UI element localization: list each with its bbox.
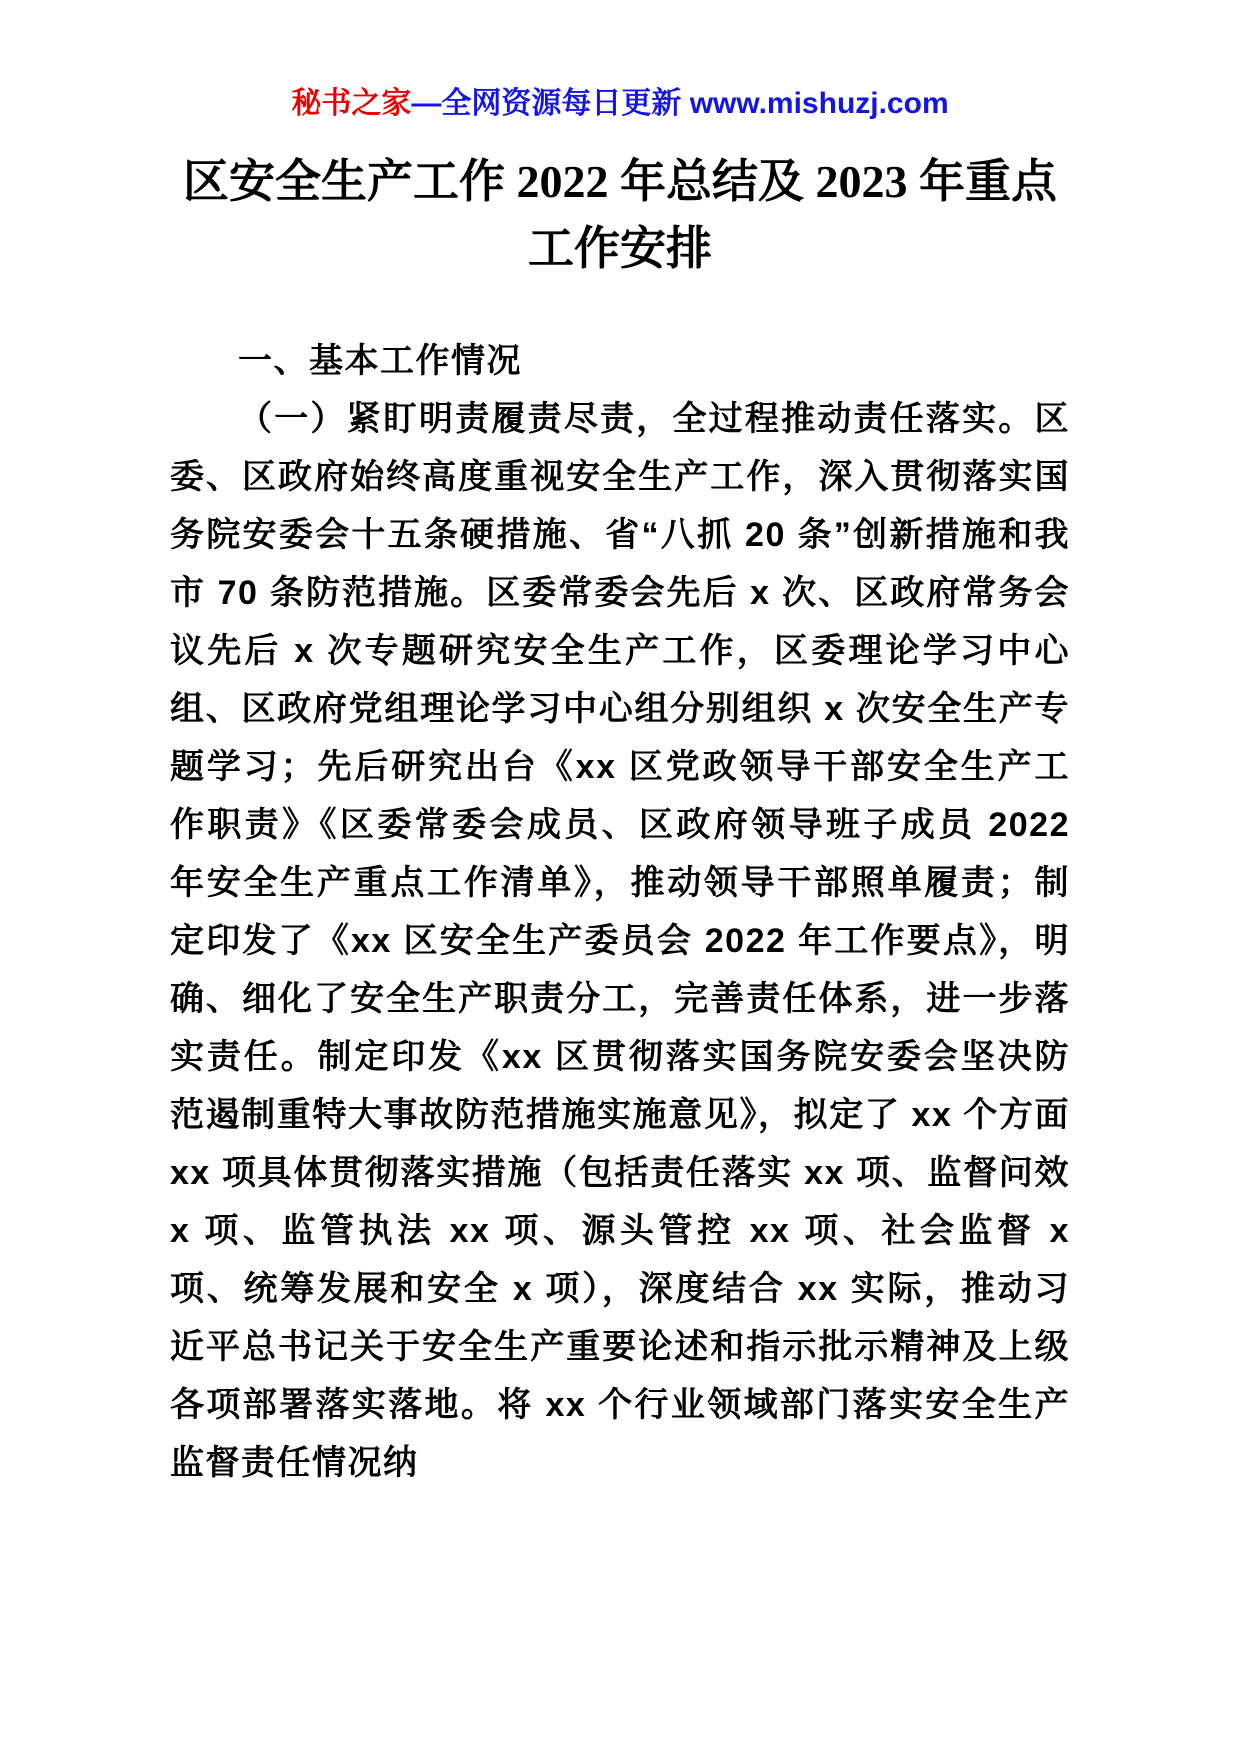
site-brand-text: 秘书之家 — [291, 87, 412, 120]
document-title: 区安全生产工作 2022 年总结及 2023 年重点工作安排 — [183, 156, 1057, 274]
body-paragraph: （一）紧盯明责履责尽责，全过程推动责任落实。区委、区政府始终高度重视安全生产工作，深入贯彻落实国务院安委会十五条硬措施、省“八抓 20 条”创新措施和我市 70 条防范措施。区委常委会先后 x 次、区政府常务会议先后 x 次专题研究安全生产工作，区委理论学习中心组、区政府党组理论学习中心组分别组织 x 次安全生产专题学习；先后研究出台《xx 区党政领导干部安全生产工作职责》《区委常委会成员、区政府领导班子成员 2022 年安全生产重点工作清单》，推动领导干部照单履责；制定印发了《xx 区安全生产委员会 2022 年工作要点》，明确、细化了安全生产职责分工，完善责任体系，进一步落实责任。制定印发《xx 区贯彻落实国务院安委会坚决防范遏制重特大事故防范措施实施意见》，拟定了 xx 个方面 xx 项具体贯彻落实措施（包括责任落实 xx 项、监督问效 x 项、监管执法 xx 项、源头管控 xx 项、社会监督 x 项、统筹发展和安全 x 项），深度结合 xx 实际，推动习近平总书记关于安全生产重要论述和指示批示精神及上级各项部署落实落地。将 xx 个行业领域部门落实安全生产监督责任情况纳 — [170, 400, 1070, 1482]
section-heading: 一、基本工作情况 — [238, 342, 522, 380]
site-header — [170, 86, 1070, 122]
site-tagline-text: —全网资源每日更新 www.mishuzj.com — [411, 87, 949, 120]
